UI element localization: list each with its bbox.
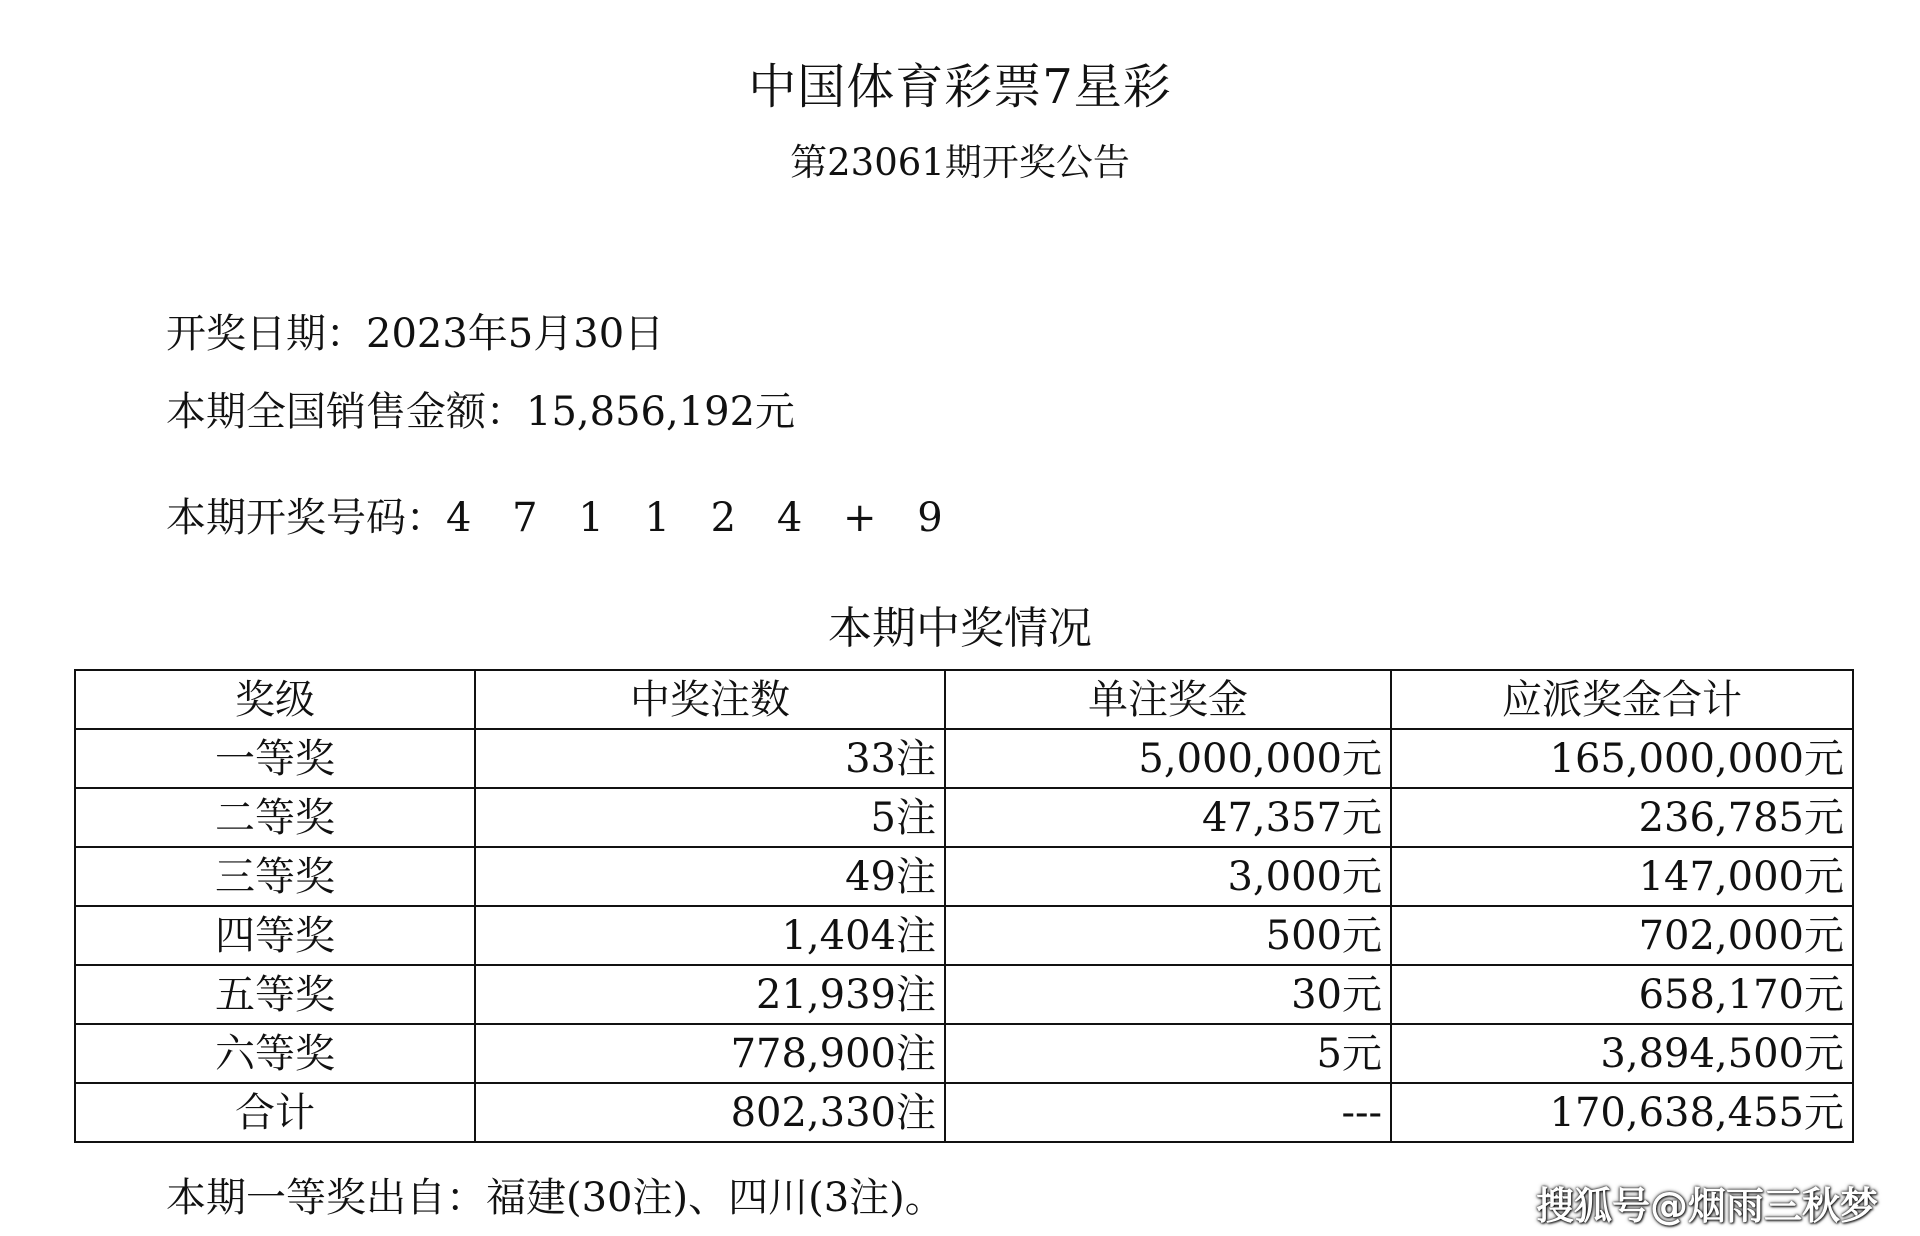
unit-prize-cell: 5元 [945,1024,1391,1083]
unit-prize-cell: 47,357元 [945,788,1391,847]
winner-count-cell: 33注 [475,729,945,788]
draw-date-label: 开奖日期： [166,311,366,357]
prize-level-cell: 一等奖 [75,729,475,788]
unit-prize-cell: 3,000元 [945,847,1391,906]
winner-count-cell: 49注 [475,847,945,906]
issue-subtitle: 第23061期开奖公告 [790,141,1130,184]
grand-total-cell: 170,638,455元 [1391,1083,1853,1142]
header-count: 中奖注数 [475,670,945,729]
prize-table [74,669,1854,1143]
winning-number-label: 本期开奖号码： [166,495,446,541]
winner-count-cell: 778,900注 [475,1024,945,1083]
total-unit-prize-cell: --- [945,1083,1391,1142]
table-row [75,729,1853,788]
winning-number-value: 4 7 1 1 2 4 + 9 [446,495,957,541]
unit-prize-cell: 500元 [945,906,1391,965]
winner-count-cell: 21,939注 [475,965,945,1024]
table-row [75,906,1853,965]
table-row [75,788,1853,847]
total-prize-cell: 3,894,500元 [1391,1024,1853,1083]
table-row [75,1024,1853,1083]
draw-date [166,302,664,359]
unit-prize-cell: 5,000,000元 [945,729,1391,788]
header-level: 奖级 [75,670,475,729]
header-total: 应派奖金合计 [1391,670,1853,729]
unit-prize-cell: 30元 [945,965,1391,1024]
header-prize: 单注奖金 [945,670,1391,729]
winning-number [166,486,957,543]
prize-level-cell: 四等奖 [75,906,475,965]
table-header-row [75,670,1853,729]
total-prize-cell: 165,000,000元 [1391,729,1853,788]
winner-count-cell: 5注 [475,788,945,847]
table-row [75,847,1853,906]
sales-amount-label: 本期全国销售金额： [166,389,526,435]
total-label-cell: 合计 [75,1083,475,1142]
source-watermark: 搜狐号@烟雨三秋梦 [1536,1184,1879,1228]
total-prize-cell: 702,000元 [1391,906,1853,965]
winner-count-cell: 1,404注 [475,906,945,965]
sales-amount [166,380,795,437]
table-row [75,965,1853,1024]
prize-table-title: 本期中奖情况 [828,603,1092,654]
sales-amount-value: 15,856,192元 [526,389,796,435]
draw-date-value: 2023年5月30日 [366,311,665,357]
prize-level-cell: 二等奖 [75,788,475,847]
prize-level-cell: 三等奖 [75,847,475,906]
prize-level-cell: 五等奖 [75,965,475,1024]
total-prize-cell: 236,785元 [1391,788,1853,847]
total-prize-cell: 658,170元 [1391,965,1853,1024]
total-prize-cell: 147,000元 [1391,847,1853,906]
total-count-cell: 802,330注 [475,1083,945,1142]
table-total-row [75,1083,1853,1142]
prize-level-cell: 六等奖 [75,1024,475,1083]
document-title: 中国体育彩票7星彩 [748,59,1172,115]
first-prize-origin-note: 本期一等奖出自：福建(30注)、四川(3注)。 [166,1175,945,1221]
